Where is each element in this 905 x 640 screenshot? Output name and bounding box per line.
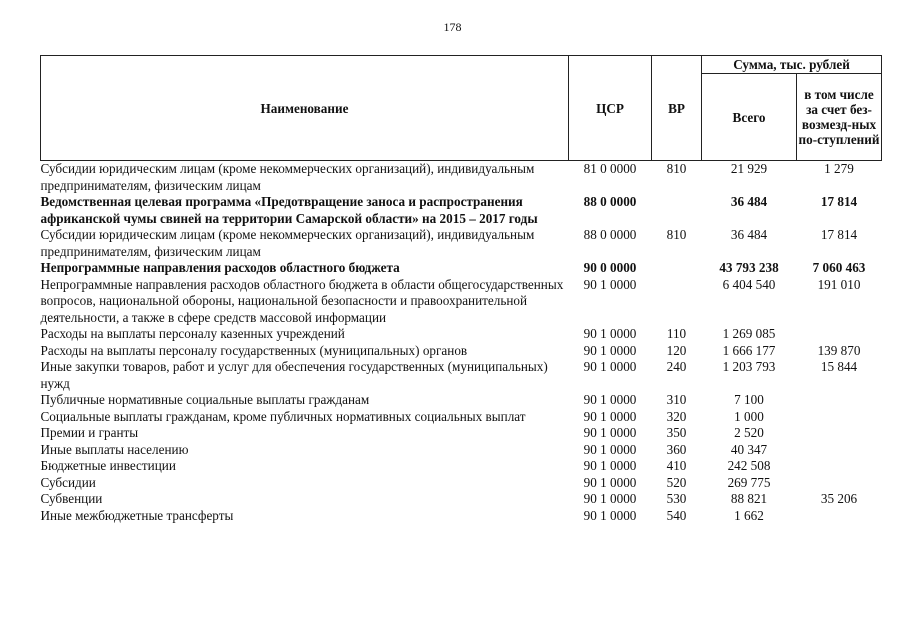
row-total: 269 775 bbox=[727, 474, 771, 490]
row-free bbox=[797, 442, 882, 459]
row-csr: 90 1 0000 bbox=[583, 326, 637, 341]
header-sum: Сумма, тыс. рублей bbox=[702, 56, 882, 74]
row-vr: 530 bbox=[666, 491, 687, 506]
header-csr: ЦСР bbox=[569, 56, 652, 161]
row-free: 15 844 bbox=[820, 359, 858, 374]
row-vr: 520 bbox=[666, 474, 687, 490]
table-row bbox=[41, 227, 882, 260]
row-csr: 88 0 0000 bbox=[583, 194, 637, 209]
row-name: Бюджетные инвестиции bbox=[40, 458, 176, 473]
row-total: 40 347 bbox=[730, 441, 768, 457]
row-free bbox=[797, 475, 882, 492]
table-row bbox=[41, 425, 882, 442]
row-vr: 810 bbox=[666, 161, 687, 176]
row-total: 7 100 bbox=[734, 392, 764, 407]
row-total: 1 203 793 bbox=[722, 359, 776, 374]
row-total: 43 793 238 bbox=[719, 260, 779, 275]
row-vr: 540 bbox=[666, 507, 687, 523]
table-row bbox=[41, 359, 882, 392]
row-vr: 320 bbox=[666, 408, 687, 424]
row-name: Субсидии bbox=[40, 474, 96, 490]
row-vr: 120 bbox=[666, 342, 687, 358]
row-total: 88 821 bbox=[730, 491, 768, 506]
table-row bbox=[41, 409, 882, 426]
row-free: 7 060 463 bbox=[812, 260, 866, 275]
row-total: 36 484 bbox=[730, 194, 768, 209]
row-free bbox=[797, 326, 882, 343]
row-free: 35 206 bbox=[820, 491, 858, 506]
row-vr: 240 bbox=[666, 359, 687, 374]
row-free bbox=[797, 409, 882, 426]
table-row bbox=[41, 392, 882, 409]
row-csr: 81 0 0000 bbox=[583, 161, 637, 176]
row-name: Непрограммные направления расходов областного бюджета bbox=[40, 260, 400, 275]
row-free bbox=[797, 392, 882, 409]
row-name: Расходы на выплаты персоналу государственных (муниципальных) органов bbox=[40, 342, 468, 358]
row-total: 36 484 bbox=[730, 227, 768, 242]
row-csr: 88 0 0000 bbox=[583, 227, 637, 242]
row-vr: 410 bbox=[666, 458, 687, 473]
row-total: 1 666 177 bbox=[722, 342, 776, 358]
row-free bbox=[797, 458, 882, 475]
table-row bbox=[41, 491, 882, 508]
table-row bbox=[41, 343, 882, 360]
table-row bbox=[41, 194, 882, 227]
row-free: 1 279 bbox=[824, 161, 854, 176]
table-row bbox=[41, 475, 882, 492]
table-body bbox=[41, 161, 882, 525]
row-free bbox=[797, 425, 882, 442]
row-name: Субвенции bbox=[40, 491, 103, 506]
row-vr bbox=[652, 260, 702, 277]
row-csr: 90 1 0000 bbox=[583, 359, 637, 374]
table-row bbox=[41, 458, 882, 475]
row-vr bbox=[652, 277, 702, 327]
row-csr: 90 1 0000 bbox=[583, 507, 637, 523]
row-total: 21 929 bbox=[730, 161, 768, 176]
row-name: Субсидии юридическим лицам (кроме некоммерческих организаций), индивидуальным предпринимателям, физическим лицам bbox=[40, 161, 535, 193]
row-csr: 90 1 0000 bbox=[583, 392, 637, 407]
row-vr bbox=[652, 194, 702, 227]
table-header bbox=[41, 56, 882, 161]
row-total: 1 662 bbox=[734, 507, 764, 523]
header-vr: ВР bbox=[652, 56, 702, 161]
row-name: Расходы на выплаты персоналу казенных учреждений bbox=[40, 326, 345, 341]
row-name: Иные межбюджетные трансферты bbox=[40, 507, 234, 523]
row-name: Иные выплаты населению bbox=[40, 441, 189, 457]
row-csr: 90 1 0000 bbox=[583, 458, 637, 473]
row-total: 6 404 540 bbox=[722, 276, 776, 292]
row-vr: 810 bbox=[666, 227, 687, 242]
table-row bbox=[41, 508, 882, 525]
header-name: Наименование bbox=[41, 56, 569, 161]
row-name: Иные закупки товаров, работ и услуг для обеспечения государственных (муниципальных) нужд bbox=[40, 359, 548, 391]
budget-table bbox=[40, 55, 882, 524]
row-vr: 310 bbox=[666, 392, 687, 407]
row-csr: 90 1 0000 bbox=[583, 491, 637, 506]
row-name: Премии и гранты bbox=[40, 425, 139, 440]
row-total: 1 000 bbox=[734, 408, 764, 424]
row-total: 2 520 bbox=[734, 425, 764, 440]
row-name: Ведомственная целевая программа «Предотвращение заноса и распространения африканской чумы свиней на территории Самарской области» на 2015 – 2017 годы bbox=[40, 194, 538, 226]
header-incl: в том числе за счет без-возмезд-ных по-ступлений bbox=[797, 74, 882, 161]
row-name: Непрограммные направления расходов областного бюджета в области общегосударственных вопросов, национальной обороны, национальной безопасности и правоохранительной деятельности, а также в сфере средств массовой информации bbox=[40, 276, 564, 325]
row-free: 17 814 bbox=[820, 227, 858, 242]
row-csr: 90 1 0000 bbox=[583, 342, 637, 358]
header-total: Всего bbox=[702, 74, 797, 161]
row-vr: 360 bbox=[666, 441, 687, 457]
row-total: 242 508 bbox=[727, 458, 771, 473]
table-row bbox=[41, 277, 882, 327]
row-free bbox=[797, 508, 882, 525]
row-csr: 90 1 0000 bbox=[583, 425, 637, 440]
row-total: 1 269 085 bbox=[722, 326, 776, 341]
table-row bbox=[41, 326, 882, 343]
table-row bbox=[41, 161, 882, 195]
table-row bbox=[41, 260, 882, 277]
row-name: Публичные нормативные социальные выплаты гражданам bbox=[40, 392, 370, 407]
row-free: 17 814 bbox=[820, 194, 858, 209]
row-csr: 90 1 0000 bbox=[583, 408, 637, 424]
row-csr: 90 0 0000 bbox=[583, 260, 637, 275]
row-name: Субсидии юридическим лицам (кроме некоммерческих организаций), индивидуальным предпринимателям, физическим лицам bbox=[40, 227, 535, 259]
row-free: 191 010 bbox=[817, 276, 861, 292]
page-number: 178 bbox=[443, 20, 462, 34]
row-csr: 90 1 0000 bbox=[583, 474, 637, 490]
row-name: Социальные выплаты гражданам, кроме публичных нормативных социальных выплат bbox=[40, 408, 526, 424]
row-free: 139 870 bbox=[817, 342, 861, 358]
row-csr: 90 1 0000 bbox=[583, 441, 637, 457]
table-row bbox=[41, 442, 882, 459]
row-csr: 90 1 0000 bbox=[583, 276, 637, 292]
row-vr: 110 bbox=[666, 326, 687, 341]
row-vr: 350 bbox=[666, 425, 687, 440]
